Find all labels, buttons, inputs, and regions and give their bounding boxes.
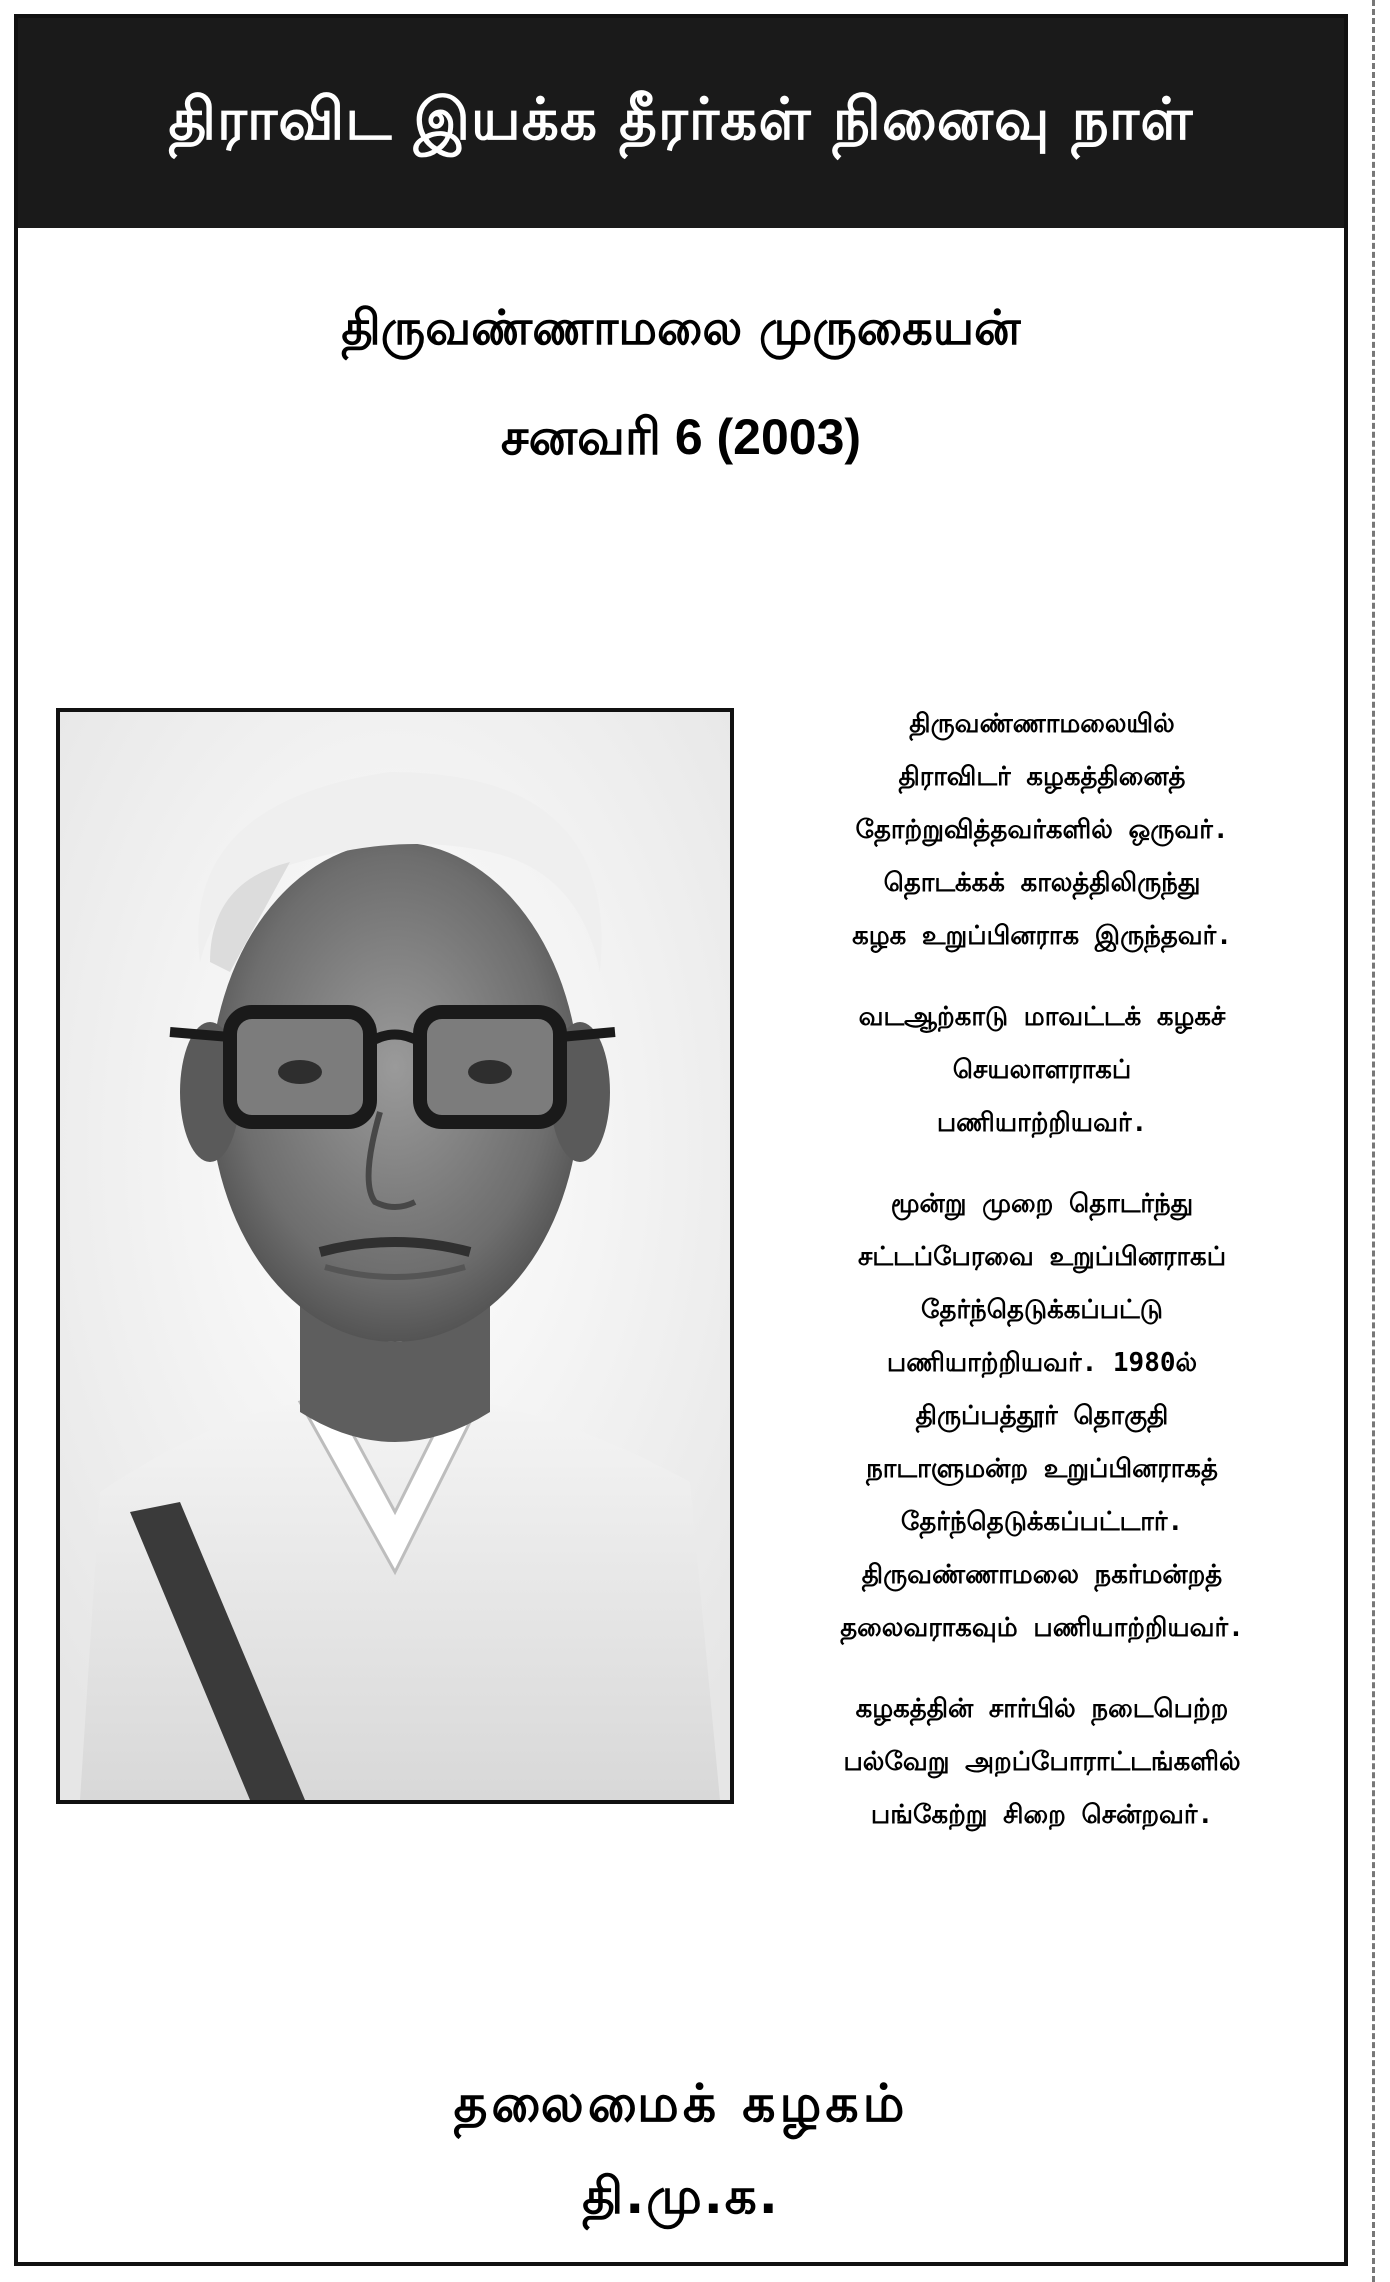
bio-paragraph-protests: கழகத்தின் சார்பில் நடைபெற்ற பல்வேறு அறப்போராட்டங்களில் பங்கேற்று சிறை சென்றவர். xyxy=(843,1694,1241,1830)
bio-paragraph-secretary: வடஆற்காடு மாவட்டக் கழகச் செயலாளராகப் பணியாற்றியவர். xyxy=(858,1002,1226,1138)
portrait-photo-icon xyxy=(60,712,730,1800)
page-cut-line xyxy=(1372,0,1375,2282)
footer-party-name: தி.மு.க. xyxy=(582,2167,780,2225)
portrait-photo xyxy=(56,708,734,1804)
bio-paragraph-founder: திருவண்ணாமலையில் திராவிடர் கழகத்தினைத் தோற்றுவித்தவர்களில் ஒருவர். தொடக்கக் காலத்திலிருந்து கழக உறுப்பினராக இருந்தவர். xyxy=(852,709,1232,951)
title-banner xyxy=(18,18,1344,228)
honoree-name: திருவண்ணாமலை முருகையன் xyxy=(341,300,1021,356)
memorial-notice xyxy=(14,14,1348,2266)
biography xyxy=(746,698,1338,1870)
memorial-date: சனவரி 6 (2003) xyxy=(500,409,862,465)
footer-organization: தலைமைக் கழகம் xyxy=(453,2074,909,2134)
banner-title: திராவிட இயக்க தீரர்கள் நினைவு நாள் xyxy=(168,85,1194,153)
bio-paragraph-legislator: மூன்று முறை தொடர்ந்து சட்டப்பேரவை உறுப்பினராகப் தேர்ந்தெடுக்கப்பட்டு பணியாற்றியவர். 1980ல் திருப்பத்தூர் தொகுதி நாடாளுமன்ற உறுப்பினராகத் தேர்ந்தெடுக்கப்பட்டார். திருவண்ணாமலை நகர்மன்றத் தலைவராகவும் பணியாற்றியவர். xyxy=(840,1189,1244,1643)
